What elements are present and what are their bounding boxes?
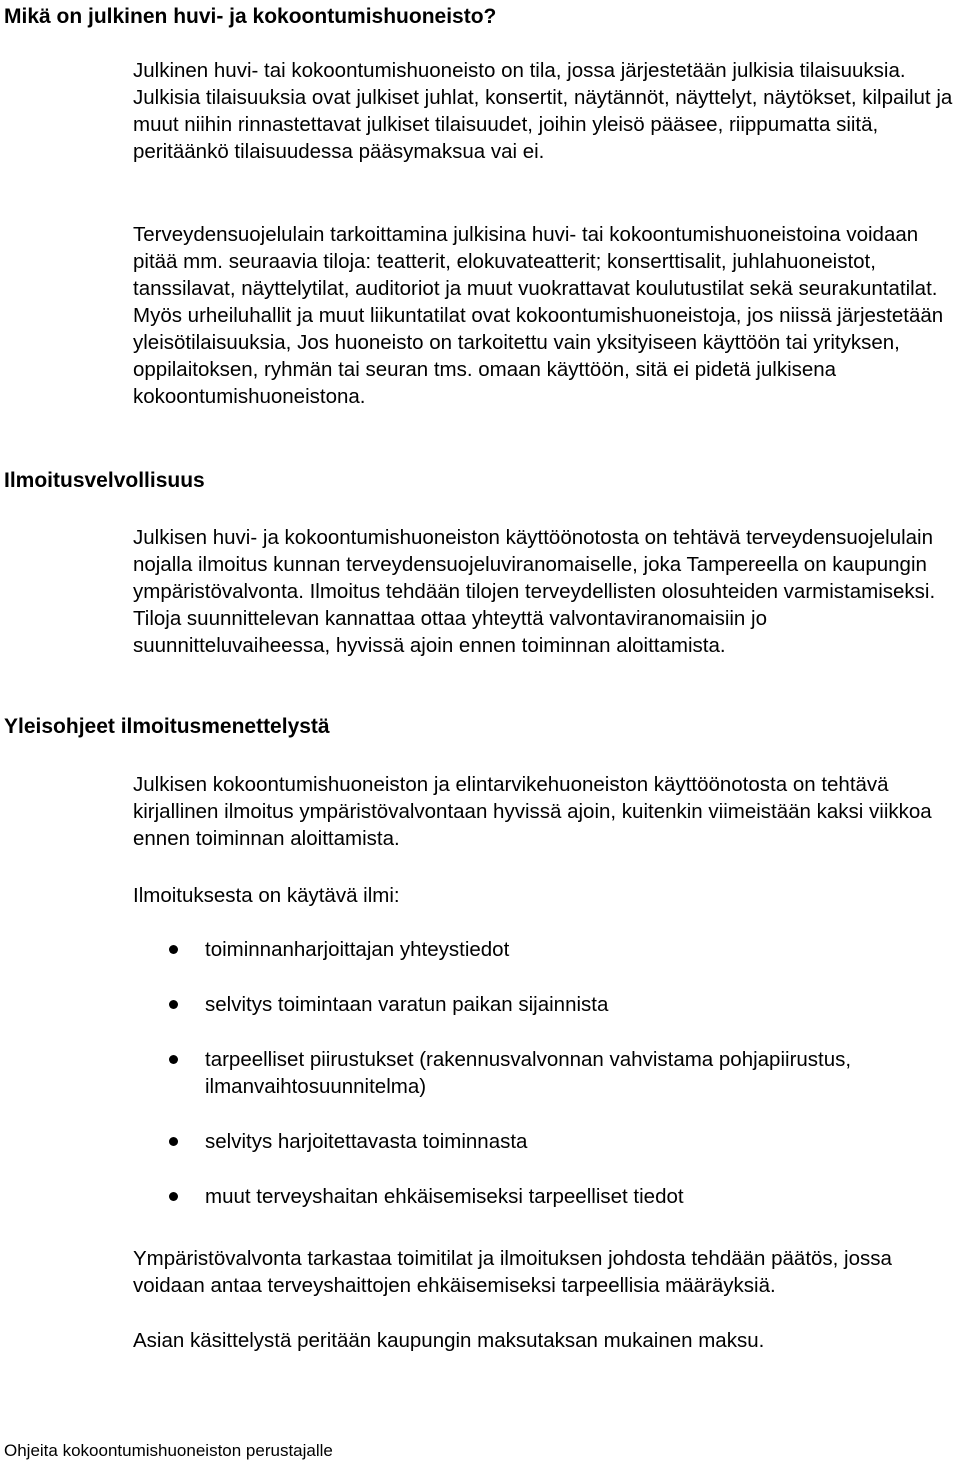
guidance-paragraph-2: Ilmoituksesta on käytävä ilmi: [133, 884, 400, 907]
guidance-paragraph-4: Asian käsittelystä peritään kaupungin maksutaksan mukainen maksu. [133, 1329, 765, 1352]
bullet-icon [169, 945, 178, 954]
section-heading-obligation: Ilmoitusvelvollisuus [4, 469, 205, 492]
list-item [133, 936, 955, 963]
bullet-icon [169, 1000, 178, 1009]
list-item [133, 991, 955, 1018]
list-item-text: tarpeelliset piirustukset (rakennusvalvonnan vahvistama pohjapiirustus, ilmanvaihtosuunnitelma) [205, 1048, 852, 1098]
guidance-paragraph-3: Ympäristövalvonta tarkastaa toimitilat ja ilmoituksen johdosta tehdään päätös, jossa voidaan antaa terveyshaittojen ehkäisemiseksi tarpeellisia määräyksiä. [133, 1247, 892, 1297]
guidance-paragraph-1: Julkisen kokoontumishuoneiston ja elintarvikehuoneiston käyttöönotosta on tehtävä kirjallinen ilmoitus ympäristövalvontaan hyvissä ajoin, kuitenkin viimeistään kaksi viikkoa ennen toiminnan aloittamista. [133, 773, 932, 850]
list-item-text: muut terveyshaitan ehkäisemiseksi tarpeelliset tiedot [205, 1185, 684, 1208]
list-item-text: selvitys harjoitettavasta toiminnasta [205, 1130, 528, 1153]
list-item-text: toiminnanharjoittajan yhteystiedot [205, 938, 510, 961]
bullet-icon [169, 1055, 178, 1064]
obligation-paragraph: Julkisen huvi- ja kokoontumishuoneiston käyttöönotosta on tehtävä terveydensuojelulain nojalla ilmoitus kunnan terveydensuojeluviranomaiselle, joka Tampereella on kaupungin ympäristövalvonta. Ilmoitus tehdään tilojen terveydellisten olosuhteiden varmistamiseksi. Tiloja suunnittelevan kannattaa ottaa yhteyttä valvontaviranomaisiin jo suunnitteluvaiheessa, hyvissä ajoin ennen toiminnan aloittamista. [133, 526, 936, 657]
list-item-text: selvitys toimintaan varatun paikan sijainnista [205, 993, 609, 1016]
intro-paragraph-2: Terveydensuojelulain tarkoittamina julkisina huvi- tai kokoontumishuoneistoina voidaan pitää mm. seuraavia tiloja: teatterit, elokuvateatterit; konserttisalit, juhlahuoneistot, tanssilavat, näyttelytilat, auditoriot ja muut vuokrattavat koulutustilat sekä seurakuntatilat. Myös urheiluhallit ja muut liikuntatilat ovat kokoontumishuoneistoja, jos niissä järjestetään yleisötilaisuuksia, Jos huoneisto on tarkoitettu vain yksityiseen käyttöön tai yrityksen, oppilaitoksen, ryhmän tai seuran tms. omaan käyttöön, sitä ei pidetä julkisena kokoontumishuoneistona. [133, 223, 944, 408]
bullet-icon [169, 1192, 178, 1201]
list-item [133, 1046, 955, 1100]
intro-paragraph-1: Julkinen huvi- tai kokoontumishuoneisto on tila, jossa järjestetään julkisia tilaisuuksia. Julkisia tilaisuuksia ovat julkiset juhlat, konsertit, näytännöt, näyttelyt, näytökset, kilpailut ja muut niihin rinnastettavat julkiset tilaisuudet, joihin yleisö pääsee, riippumatta siitä, peritäänkö tilaisuudessa pääsymaksua vai ei. [133, 59, 953, 163]
requirements-list [133, 936, 955, 1238]
page-footer: Ohjeita kokoontumishuoneiston perustajalle [4, 1441, 333, 1460]
section-heading-guidance: Yleisohjeet ilmoitusmenettelystä [4, 715, 330, 738]
page-title: Mikä on julkinen huvi- ja kokoontumishuoneisto? [4, 5, 497, 28]
bullet-icon [169, 1137, 178, 1146]
list-item [133, 1183, 955, 1210]
list-item [133, 1128, 955, 1155]
